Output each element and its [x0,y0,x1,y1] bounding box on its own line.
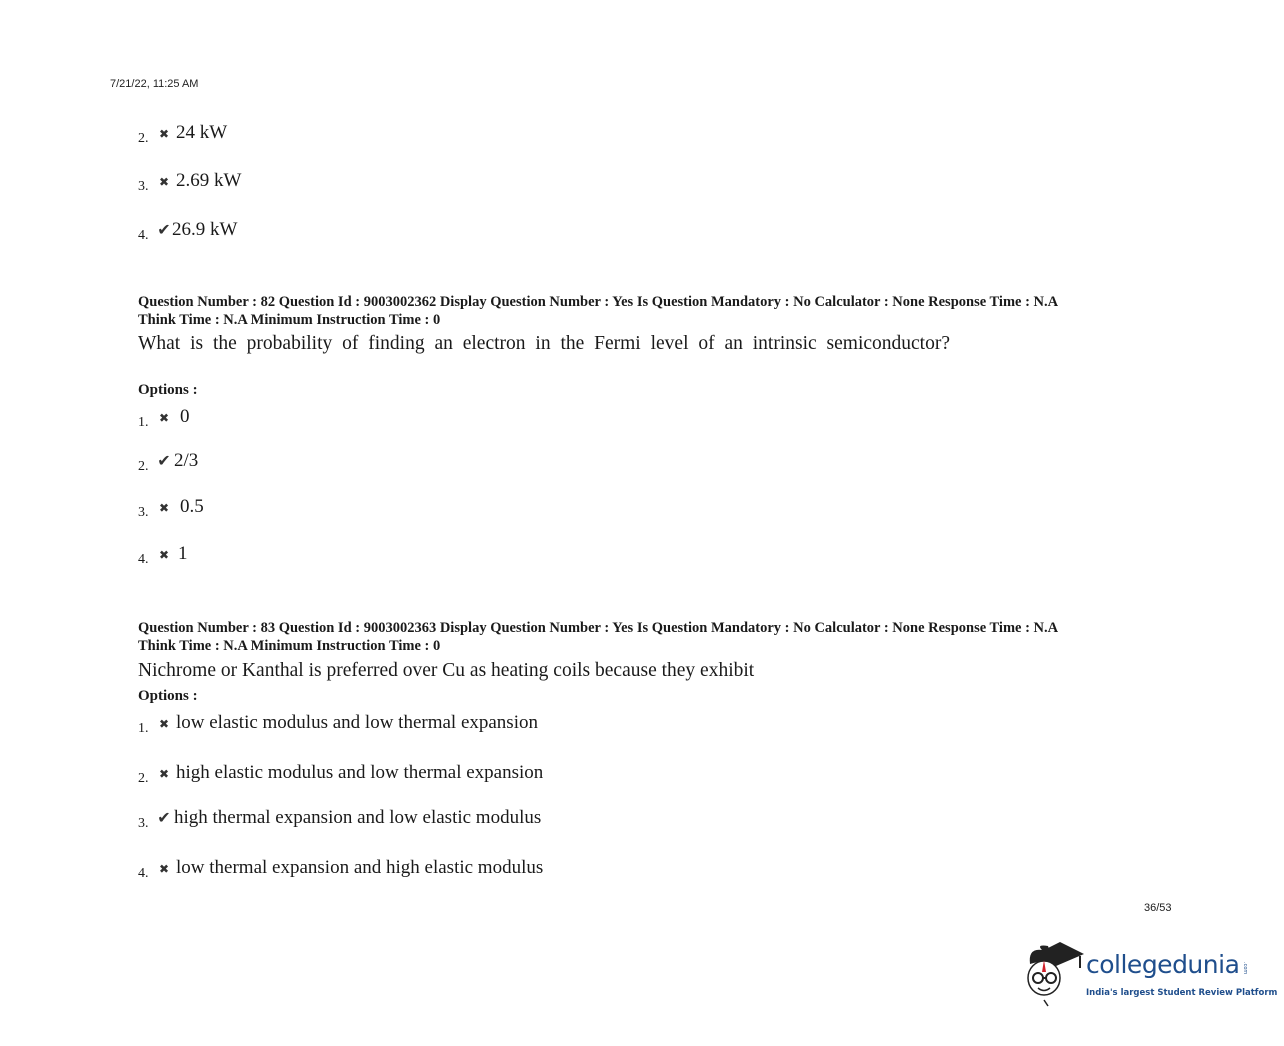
brand-tagline: India's largest Student Review Platform [1086,988,1278,998]
check-icon: ✔ [157,222,171,239]
prev-option-3 [138,170,241,192]
q83-option-1 [138,712,538,734]
options-label: Options : [138,688,198,704]
question-83-text: Nichrome or Kanthal is preferred over Cu as heating coils because they exhibit [138,660,755,681]
option-number: 2. [138,131,149,146]
option-number: 1. [138,415,149,430]
option-number: 4. [138,552,149,567]
option-text: 24 kW [176,122,228,143]
option-number: 4. [138,866,149,881]
brand-name: collegedunia [1086,950,1240,979]
question-meta-line: Question Number : 82 Question Id : 9003002362 Display Question Number : Yes Is Question Mandatory : No Calculator : None Response Time : N.A [138,294,1059,310]
cross-icon: ✖ [158,175,170,189]
print-timestamp: 7/21/22, 11:25 AM [110,78,199,90]
q82-option-2 [138,450,198,472]
option-text: low thermal expansion and high elastic modulus [176,857,544,878]
check-icon: ✔ [157,810,171,827]
option-number: 2. [138,771,149,786]
cross-icon: ✖ [158,862,170,876]
options-label: Options : [138,382,198,398]
q83-option-4 [138,857,543,879]
question-83-meta [138,619,1158,655]
option-number: 4. [138,228,149,243]
question-82-meta [138,293,1158,329]
option-text: 26.9 kW [172,219,238,240]
q83-option-3 [138,807,541,829]
option-text: 0 [180,406,190,427]
cross-icon: ✖ [158,501,170,515]
q82-option-4 [138,543,188,565]
question-meta-line: Think Time : N.A Minimum Instruction Time : 0 [138,638,441,654]
prev-option-4 [138,219,237,241]
option-text: low elastic modulus and low thermal expansion [176,712,538,733]
cross-icon: ✖ [158,767,170,781]
option-number: 1. [138,721,149,736]
option-text: high thermal expansion and low elastic modulus [174,807,542,828]
q83-option-2 [138,762,543,784]
option-text: high elastic modulus and low thermal expansion [176,762,544,783]
option-number: 3. [138,816,149,831]
option-text: 1 [178,543,188,564]
q82-option-3 [138,496,204,518]
option-number: 3. [138,505,149,520]
check-icon: ✔ [157,453,171,470]
option-number: 3. [138,179,149,194]
cross-icon: ✖ [158,548,170,562]
option-text: 2.69 kW [176,170,242,191]
question-meta-line: Question Number : 83 Question Id : 9003002363 Display Question Number : Yes Is Question Mandatory : No Calculator : None Response Time : N.A [138,620,1059,636]
page-number: 36/53 [1144,902,1172,914]
prev-option-2 [138,122,227,144]
q82-option-1 [138,406,190,428]
question-meta-line: Think Time : N.A Minimum Instruction Time : 0 [138,312,441,328]
cross-icon: ✖ [158,127,170,141]
option-number: 2. [138,459,149,474]
cross-icon: ✖ [158,717,170,731]
cross-icon: ✖ [158,411,170,425]
option-text: 0.5 [180,496,204,517]
option-text: 2/3 [174,450,199,471]
collegedunia-logo-icon [1022,938,1086,1008]
brand-suffix: .com [1242,962,1248,975]
question-82-text: What is the probability of finding an electron in the Fermi level of an intrinsic semiconductor? [138,333,951,354]
